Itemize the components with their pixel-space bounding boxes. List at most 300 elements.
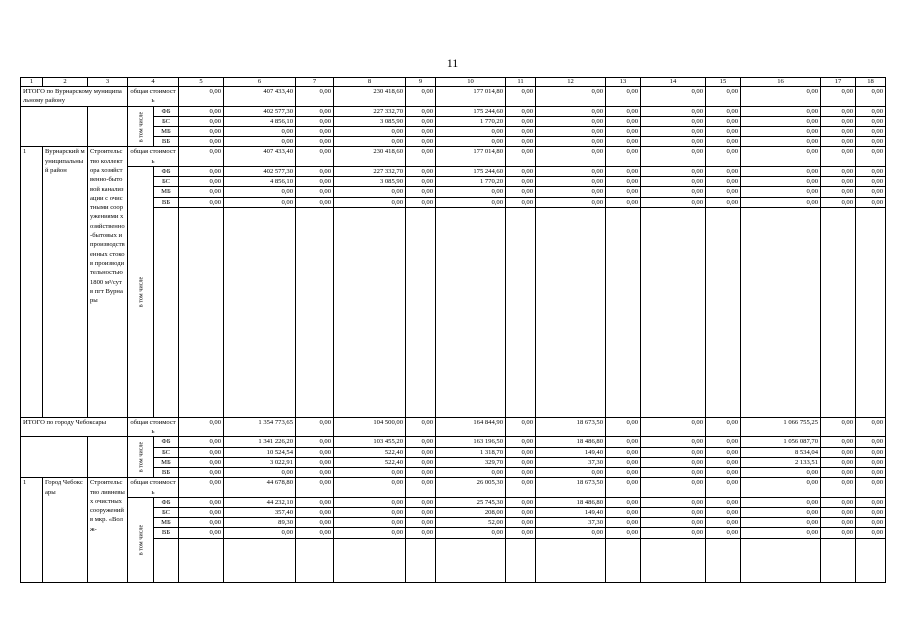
value-cell: 0,00 — [506, 447, 536, 457]
spacer-cell — [88, 437, 128, 478]
value-cell: 4 856,10 — [224, 177, 296, 187]
value-cell: 0,00 — [334, 187, 406, 197]
value-cell: 164 844,90 — [436, 417, 506, 437]
value-cell: 1 354 773,65 — [224, 417, 296, 437]
value-cell: 227 332,70 — [334, 106, 406, 116]
value-cell: 0,00 — [179, 106, 224, 116]
funding-source: ФБ — [154, 497, 179, 507]
empty-cell — [179, 538, 224, 582]
value-cell: 0,00 — [436, 127, 506, 137]
value-cell: 0,00 — [406, 468, 436, 478]
value-cell: 0,00 — [296, 177, 334, 187]
value-cell: 0,00 — [506, 116, 536, 126]
funding-source: МБ — [154, 457, 179, 467]
value-cell: 0,00 — [506, 528, 536, 538]
value-cell: 0,00 — [406, 478, 436, 498]
value-cell: 0,00 — [741, 497, 821, 507]
value-cell: 0,00 — [506, 497, 536, 507]
value-cell: 0,00 — [406, 437, 436, 447]
value-cell: 0,00 — [606, 508, 641, 518]
value-cell: 0,00 — [821, 147, 856, 167]
value-cell: 0,00 — [641, 518, 706, 528]
value-cell: 89,30 — [224, 518, 296, 528]
value-cell: 0,00 — [406, 497, 436, 507]
value-cell: 52,00 — [436, 518, 506, 528]
source-row — [21, 106, 886, 116]
value-cell: 0,00 — [606, 447, 641, 457]
value-cell: 0,00 — [606, 116, 641, 126]
value-cell: 0,00 — [706, 106, 741, 116]
value-cell: 0,00 — [179, 177, 224, 187]
empty-cell — [506, 538, 536, 582]
value-cell: 0,00 — [506, 457, 536, 467]
value-cell: 0,00 — [821, 457, 856, 467]
value-cell: 0,00 — [606, 468, 641, 478]
value-cell: 0,00 — [506, 127, 536, 137]
value-cell: 0,00 — [706, 457, 741, 467]
value-cell: 0,00 — [334, 508, 406, 518]
column-number: 8 — [334, 78, 406, 87]
empty-cell — [154, 207, 179, 417]
value-cell: 0,00 — [179, 497, 224, 507]
value-cell: 0,00 — [436, 137, 506, 147]
value-cell: 0,00 — [706, 478, 741, 498]
value-cell: 0,00 — [641, 468, 706, 478]
value-cell: 0,00 — [821, 127, 856, 137]
value-cell: 0,00 — [641, 447, 706, 457]
empty-cell — [224, 207, 296, 417]
value-cell: 175 244,60 — [436, 106, 506, 116]
value-cell: 104 500,00 — [334, 417, 406, 437]
value-cell: 0,00 — [506, 197, 536, 207]
value-cell: 2 133,51 — [741, 457, 821, 467]
value-cell: 0,00 — [641, 508, 706, 518]
source-row — [21, 167, 886, 177]
value-cell: 0,00 — [536, 167, 606, 177]
value-cell: 0,00 — [224, 127, 296, 137]
value-cell: 0,00 — [856, 106, 886, 116]
empty-cell — [436, 538, 506, 582]
value-cell: 0,00 — [856, 87, 886, 107]
value-cell: 10 524,54 — [224, 447, 296, 457]
value-cell: 3 022,91 — [224, 457, 296, 467]
value-cell: 0,00 — [296, 116, 334, 126]
value-cell: 1 318,70 — [436, 447, 506, 457]
value-cell: 0,00 — [856, 468, 886, 478]
column-number: 9 — [406, 78, 436, 87]
value-cell: 0,00 — [821, 478, 856, 498]
column-number: 16 — [741, 78, 821, 87]
empty-cell — [606, 538, 641, 582]
value-cell: 0,00 — [641, 497, 706, 507]
value-cell: 0,00 — [296, 508, 334, 518]
column-number: 1 — [21, 78, 43, 87]
value-cell: 0,00 — [506, 177, 536, 187]
value-cell: 0,00 — [406, 177, 436, 187]
value-cell: 0,00 — [706, 116, 741, 126]
value-cell: 0,00 — [536, 87, 606, 107]
financing-table — [20, 77, 886, 583]
value-cell: 44 232,10 — [224, 497, 296, 507]
value-cell: 0,00 — [536, 197, 606, 207]
value-cell: 149,40 — [536, 508, 606, 518]
empty-cell — [296, 207, 334, 417]
spacer-cell — [21, 106, 88, 147]
value-cell: 0,00 — [856, 508, 886, 518]
value-cell: 0,00 — [406, 87, 436, 107]
value-cell: 0,00 — [296, 137, 334, 147]
funding-source: БС — [154, 447, 179, 457]
column-number: 5 — [179, 78, 224, 87]
value-cell: 0,00 — [179, 197, 224, 207]
value-cell: 0,00 — [406, 508, 436, 518]
value-cell: 0,00 — [706, 177, 741, 187]
value-cell: 0,00 — [821, 497, 856, 507]
empty-cell — [821, 207, 856, 417]
incl-label: в том числе — [137, 111, 144, 142]
empty-cell — [821, 538, 856, 582]
value-cell: 357,40 — [224, 508, 296, 518]
value-cell: 177 014,80 — [436, 87, 506, 107]
value-cell: 0,00 — [856, 497, 886, 507]
value-cell: 0,00 — [821, 177, 856, 187]
source-row — [21, 437, 886, 447]
value-cell: 0,00 — [506, 417, 536, 437]
value-cell: 0,00 — [641, 167, 706, 177]
value-cell: 18 486,80 — [536, 437, 606, 447]
value-cell: 0,00 — [296, 87, 334, 107]
value-cell: 0,00 — [821, 187, 856, 197]
value-cell: 0,00 — [296, 518, 334, 528]
value-cell: 0,00 — [296, 457, 334, 467]
value-cell: 0,00 — [334, 127, 406, 137]
value-cell: 37,30 — [536, 457, 606, 467]
value-cell: 1 066 755,25 — [741, 417, 821, 437]
value-cell: 0,00 — [296, 167, 334, 177]
value-cell: 0,00 — [821, 106, 856, 116]
value-cell: 0,00 — [224, 528, 296, 538]
incl-label: в том числе — [137, 442, 144, 473]
value-cell: 0,00 — [436, 468, 506, 478]
value-cell: 0,00 — [641, 457, 706, 467]
empty-cell — [334, 207, 406, 417]
value-cell: 0,00 — [334, 137, 406, 147]
value-cell: 0,00 — [606, 457, 641, 467]
value-cell: 0,00 — [606, 87, 641, 107]
value-cell: 0,00 — [706, 447, 741, 457]
value-cell: 0,00 — [856, 518, 886, 528]
value-cell: 329,70 — [436, 457, 506, 467]
value-cell: 0,00 — [536, 116, 606, 126]
value-cell: 0,00 — [606, 437, 641, 447]
value-cell: 0,00 — [179, 508, 224, 518]
empty-cell — [641, 538, 706, 582]
value-cell: 0,00 — [741, 528, 821, 538]
value-cell: 0,00 — [856, 417, 886, 437]
empty-cell — [856, 538, 886, 582]
column-number: 2 — [43, 78, 88, 87]
column-number: 10 — [436, 78, 506, 87]
value-cell: 0,00 — [606, 177, 641, 187]
value-cell: 1 770,20 — [436, 116, 506, 126]
value-cell: 0,00 — [334, 197, 406, 207]
empty-cell — [706, 207, 741, 417]
value-cell: 0,00 — [536, 468, 606, 478]
value-cell: 0,00 — [741, 116, 821, 126]
value-cell: 0,00 — [606, 127, 641, 137]
column-number: 3 — [88, 78, 128, 87]
value-cell: 0,00 — [641, 437, 706, 447]
value-cell: 0,00 — [821, 447, 856, 457]
value-cell: 0,00 — [179, 127, 224, 137]
value-cell: 0,00 — [436, 528, 506, 538]
value-cell: 0,00 — [641, 528, 706, 538]
value-cell: 25 745,30 — [436, 497, 506, 507]
row-number: 1 — [21, 147, 43, 417]
value-cell: 0,00 — [606, 478, 641, 498]
value-cell: 407 433,40 — [224, 87, 296, 107]
value-cell: 0,00 — [606, 147, 641, 167]
value-cell: 0,00 — [334, 497, 406, 507]
value-cell: 0,00 — [856, 177, 886, 187]
value-cell: 8 534,04 — [741, 447, 821, 457]
value-cell: 0,00 — [334, 478, 406, 498]
empty-cell — [406, 538, 436, 582]
value-cell: 0,00 — [741, 197, 821, 207]
value-cell: 103 455,20 — [334, 437, 406, 447]
value-cell: 0,00 — [856, 528, 886, 538]
value-cell: 1 056 087,70 — [741, 437, 821, 447]
value-cell: 18 486,80 — [536, 497, 606, 507]
value-cell: 0,00 — [406, 197, 436, 207]
value-cell: 18 673,50 — [536, 417, 606, 437]
value-cell: 1 770,20 — [436, 177, 506, 187]
value-cell: 0,00 — [179, 87, 224, 107]
value-cell: 0,00 — [706, 437, 741, 447]
value-cell: 208,00 — [436, 508, 506, 518]
value-cell: 175 244,60 — [436, 167, 506, 177]
value-cell: 0,00 — [296, 127, 334, 137]
value-cell: 522,40 — [334, 447, 406, 457]
value-cell: 0,00 — [296, 528, 334, 538]
value-cell: 177 014,80 — [436, 147, 506, 167]
value-cell: 0,00 — [741, 177, 821, 187]
value-cell: 0,00 — [406, 106, 436, 116]
source-row — [21, 497, 886, 507]
project-name: Строительство ливневых очистных сооружений в мкр. «Волж- — [88, 478, 128, 582]
value-cell: 0,00 — [606, 197, 641, 207]
value-cell: 0,00 — [856, 197, 886, 207]
value-cell: 0,00 — [856, 478, 886, 498]
value-cell: 0,00 — [641, 197, 706, 207]
value-cell: 0,00 — [334, 518, 406, 528]
value-cell: 0,00 — [641, 87, 706, 107]
value-cell: 0,00 — [821, 167, 856, 177]
empty-cell — [296, 538, 334, 582]
value-cell: 0,00 — [179, 528, 224, 538]
value-cell: 230 418,60 — [334, 147, 406, 167]
value-cell: 0,00 — [821, 468, 856, 478]
empty-cell — [706, 538, 741, 582]
value-cell: 0,00 — [406, 518, 436, 528]
value-cell: 0,00 — [296, 417, 334, 437]
total-cost-label: общая стоимость — [128, 478, 179, 498]
empty-cell — [741, 207, 821, 417]
empty-cell — [179, 207, 224, 417]
column-number: 14 — [641, 78, 706, 87]
value-cell: 0,00 — [334, 528, 406, 538]
value-cell: 0,00 — [179, 518, 224, 528]
value-cell: 0,00 — [821, 197, 856, 207]
value-cell: 0,00 — [706, 528, 741, 538]
value-cell: 4 856,10 — [224, 116, 296, 126]
value-cell: 0,00 — [856, 437, 886, 447]
value-cell: 163 196,50 — [436, 437, 506, 447]
value-cell: 0,00 — [406, 528, 436, 538]
value-cell: 0,00 — [506, 508, 536, 518]
column-number: 18 — [856, 78, 886, 87]
total-cost-row — [21, 417, 886, 437]
total-cost-label: общая стоимость — [128, 87, 179, 107]
value-cell: 0,00 — [506, 106, 536, 116]
value-cell: 0,00 — [406, 187, 436, 197]
value-cell: 0,00 — [706, 497, 741, 507]
funding-source: БС — [154, 116, 179, 126]
value-cell: 0,00 — [821, 528, 856, 538]
incl-label: в том числе — [137, 276, 144, 308]
total-cost-label: общая стоимость — [128, 147, 179, 167]
funding-source: ВБ — [154, 528, 179, 538]
funding-source: БС — [154, 508, 179, 518]
value-cell: 0,00 — [334, 468, 406, 478]
value-cell: 522,40 — [334, 457, 406, 467]
value-cell: 0,00 — [856, 187, 886, 197]
column-number: 12 — [536, 78, 606, 87]
value-cell: 0,00 — [856, 457, 886, 467]
value-cell: 0,00 — [856, 167, 886, 177]
page-number: 11 — [446, 56, 459, 70]
value-cell: 0,00 — [606, 417, 641, 437]
value-cell: 0,00 — [296, 478, 334, 498]
value-cell: 0,00 — [506, 468, 536, 478]
value-cell: 0,00 — [296, 447, 334, 457]
value-cell: 0,00 — [856, 447, 886, 457]
empty-cell — [154, 538, 179, 582]
value-cell: 0,00 — [406, 127, 436, 137]
value-cell: 0,00 — [741, 137, 821, 147]
empty-cell — [606, 207, 641, 417]
value-cell: 0,00 — [856, 116, 886, 126]
empty-cell — [436, 207, 506, 417]
empty-cell — [536, 538, 606, 582]
value-cell: 0,00 — [741, 478, 821, 498]
project-name: Строительство коллектора хозяйственно-бытовой канализации с очистными сооружениями хозяйственно-бытовых и производственных стоков производительностью 1800 м³/сут в пгт Вурнары — [88, 147, 128, 417]
value-cell: 0,00 — [856, 137, 886, 147]
value-cell: 0,00 — [406, 447, 436, 457]
value-cell: 18 673,50 — [536, 478, 606, 498]
value-cell: 0,00 — [821, 417, 856, 437]
value-cell: 0,00 — [606, 497, 641, 507]
value-cell: 0,00 — [506, 147, 536, 167]
incl-label-cell — [128, 167, 154, 418]
value-cell: 0,00 — [741, 147, 821, 167]
column-number: 7 — [296, 78, 334, 87]
value-cell: 402 577,30 — [224, 106, 296, 116]
value-cell: 0,00 — [706, 417, 741, 437]
value-cell: 0,00 — [821, 87, 856, 107]
value-cell: 0,00 — [741, 87, 821, 107]
value-cell: 0,00 — [406, 167, 436, 177]
value-cell: 227 332,70 — [334, 167, 406, 177]
column-number: 13 — [606, 78, 641, 87]
value-cell: 0,00 — [641, 417, 706, 437]
value-cell: 0,00 — [741, 106, 821, 116]
district-name: Город Чебоксары — [43, 478, 88, 582]
value-cell: 0,00 — [706, 127, 741, 137]
value-cell: 0,00 — [641, 127, 706, 137]
value-cell: 0,00 — [706, 87, 741, 107]
value-cell: 0,00 — [179, 457, 224, 467]
section-title: ИТОГО по Вурнарскому муниципальному району — [21, 87, 128, 107]
value-cell: 0,00 — [741, 508, 821, 518]
column-number: 4 — [128, 78, 179, 87]
funding-source: ВБ — [154, 197, 179, 207]
value-cell: 0,00 — [436, 197, 506, 207]
value-cell: 0,00 — [641, 116, 706, 126]
value-cell: 0,00 — [641, 106, 706, 116]
value-cell: 0,00 — [296, 147, 334, 167]
spacer-cell — [21, 437, 88, 478]
funding-source: ВБ — [154, 137, 179, 147]
value-cell: 26 005,30 — [436, 478, 506, 498]
funding-source: МБ — [154, 187, 179, 197]
empty-cell — [224, 538, 296, 582]
funding-source: ВБ — [154, 468, 179, 478]
value-cell: 0,00 — [224, 468, 296, 478]
value-cell: 0,00 — [406, 417, 436, 437]
value-cell: 0,00 — [179, 468, 224, 478]
value-cell: 0,00 — [536, 106, 606, 116]
value-cell: 0,00 — [641, 147, 706, 167]
value-cell: 0,00 — [296, 106, 334, 116]
value-cell: 0,00 — [641, 478, 706, 498]
value-cell: 0,00 — [821, 518, 856, 528]
row-number: 1 — [21, 478, 43, 582]
value-cell: 0,00 — [821, 508, 856, 518]
value-cell: 0,00 — [606, 187, 641, 197]
value-cell: 0,00 — [536, 137, 606, 147]
incl-label-cell — [128, 497, 154, 582]
value-cell: 0,00 — [296, 497, 334, 507]
value-cell: 0,00 — [706, 518, 741, 528]
value-cell: 0,00 — [296, 197, 334, 207]
value-cell: 0,00 — [179, 187, 224, 197]
empty-cell — [641, 207, 706, 417]
value-cell: 37,30 — [536, 518, 606, 528]
spacer-cell — [88, 106, 128, 147]
total-cost-row — [21, 478, 886, 498]
value-cell: 0,00 — [606, 518, 641, 528]
value-cell: 0,00 — [706, 197, 741, 207]
district-name: Вурнарский муниципальный район — [43, 147, 88, 417]
value-cell: 149,40 — [536, 447, 606, 457]
funding-source: МБ — [154, 518, 179, 528]
section-title: ИТОГО по городу Чебоксары — [21, 417, 128, 437]
value-cell: 1 341 226,20 — [224, 437, 296, 447]
value-cell: 0,00 — [179, 147, 224, 167]
value-cell: 0,00 — [506, 137, 536, 147]
value-cell: 0,00 — [406, 147, 436, 167]
